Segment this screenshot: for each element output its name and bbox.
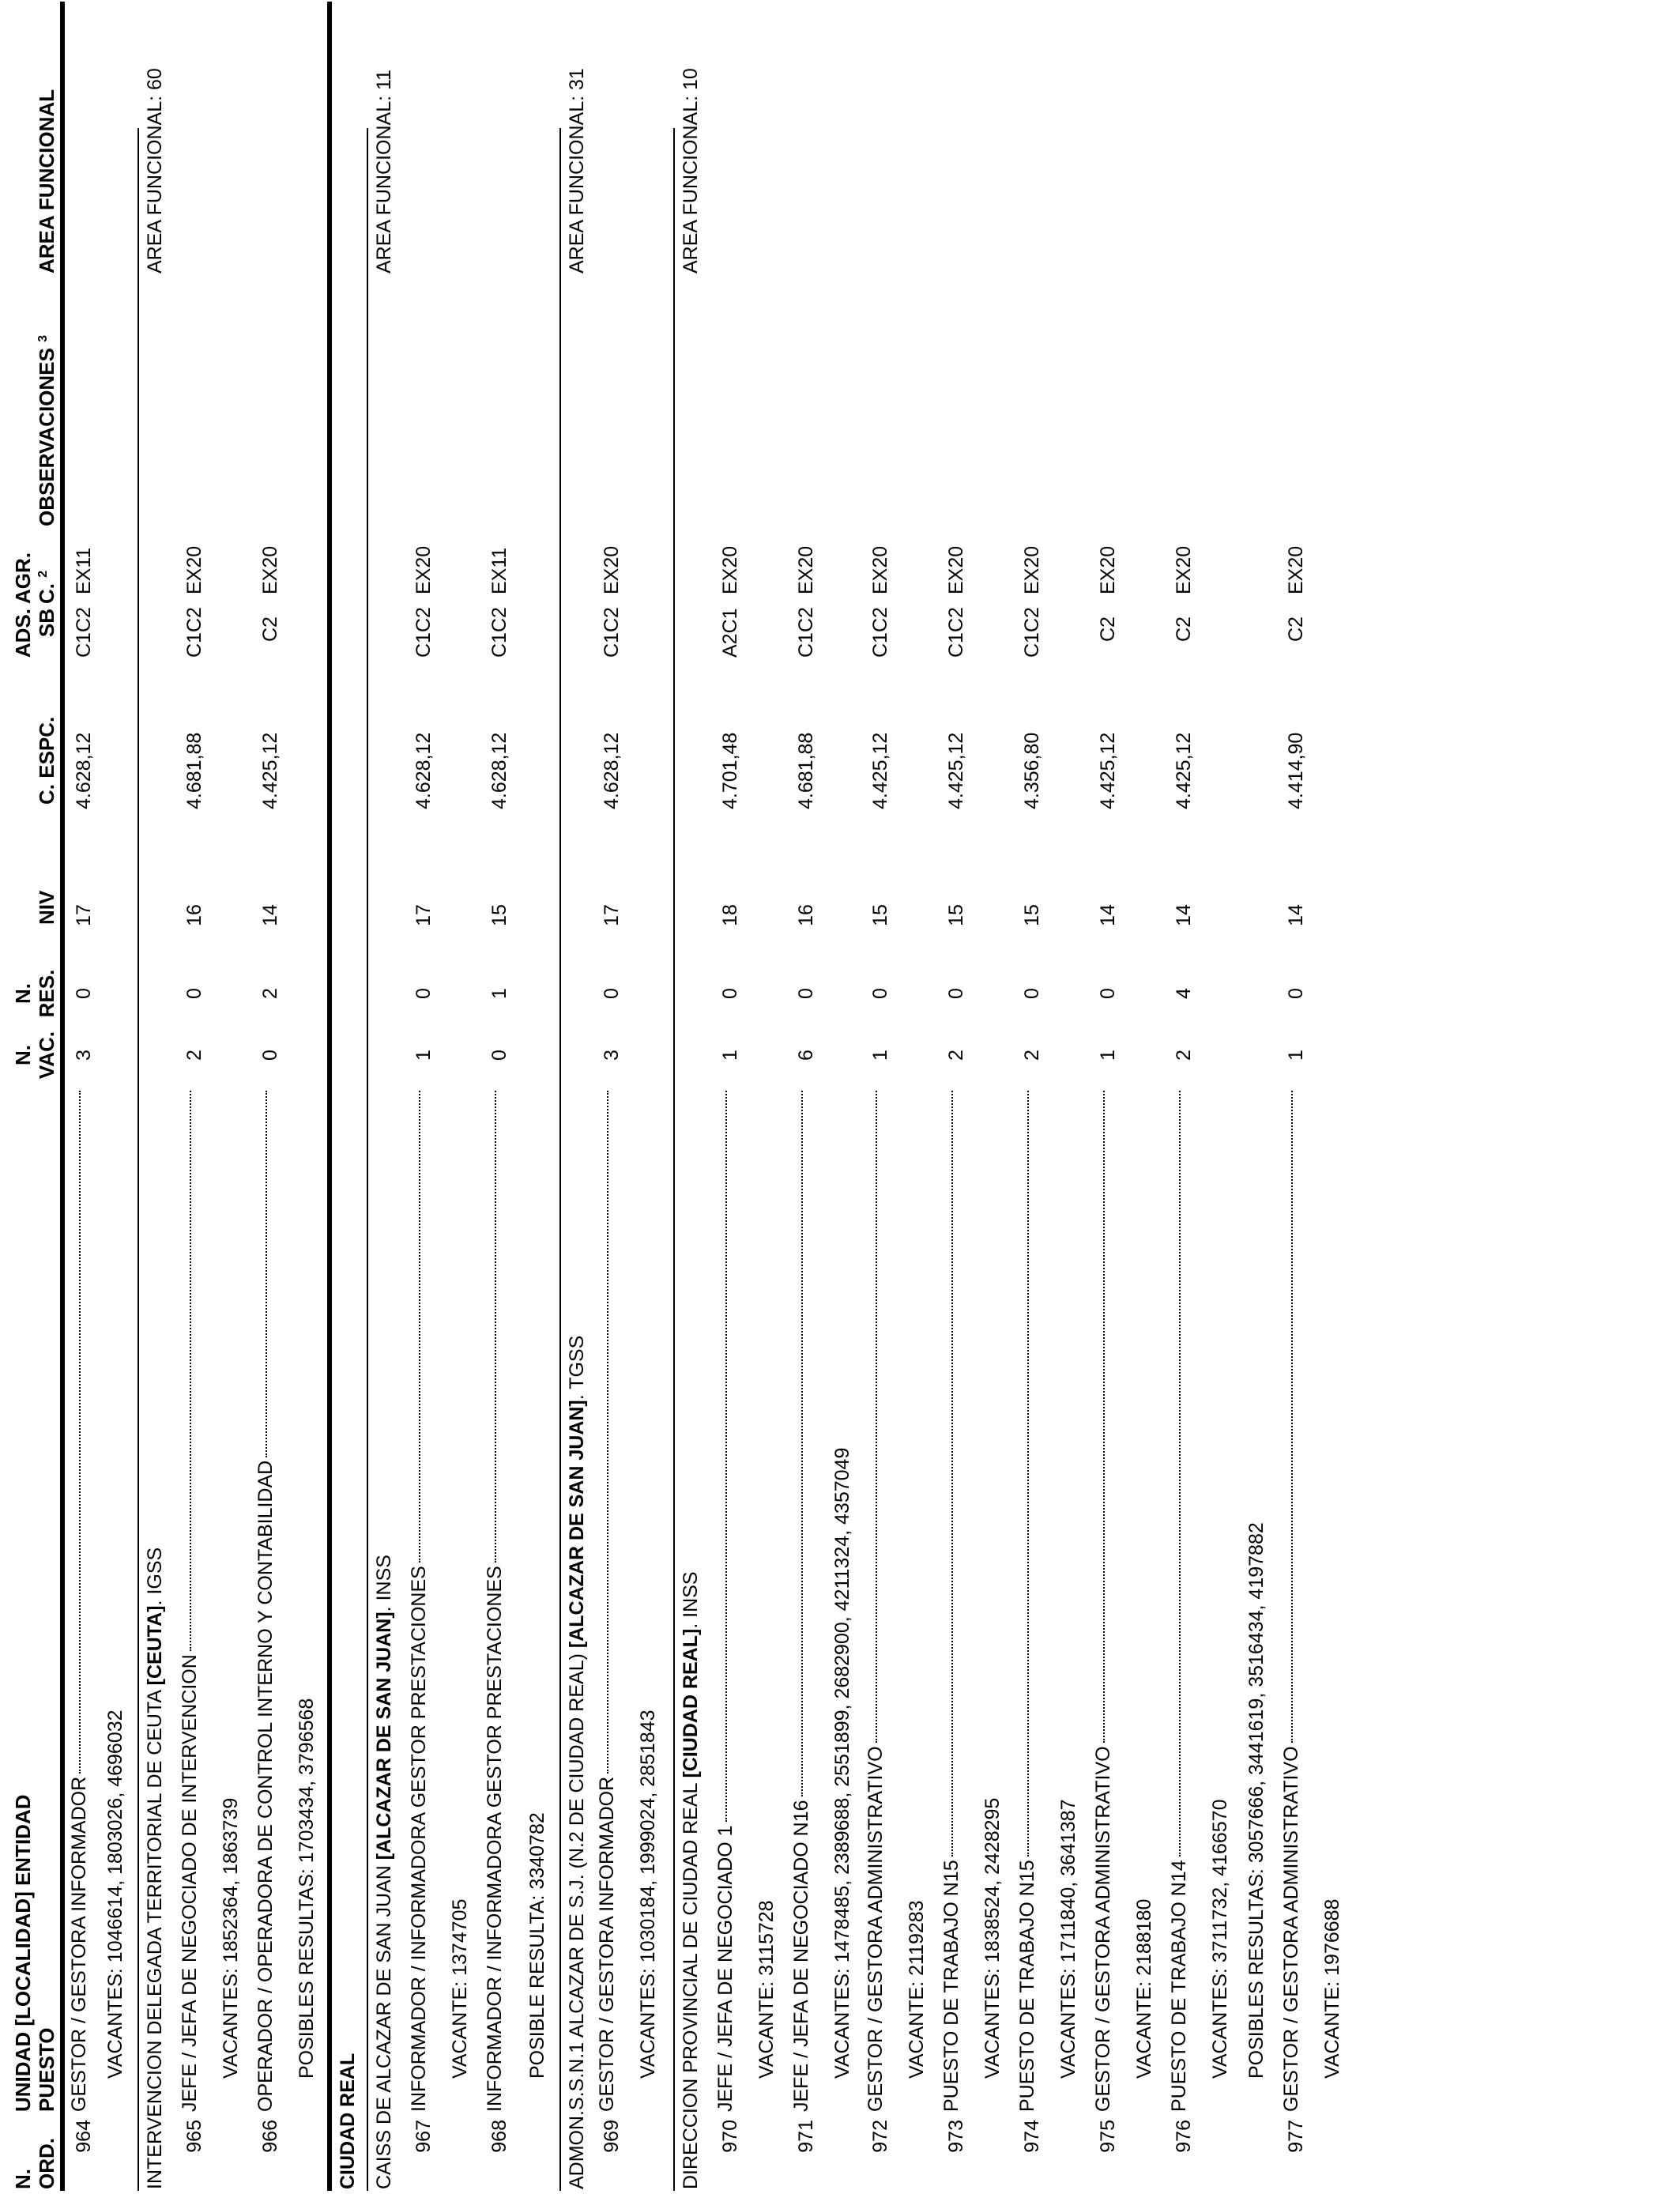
header-nvac: N. VAC. [11, 1031, 58, 1080]
table-row-967 [408, 0, 439, 2194]
ads-sb: C1C2 [601, 607, 623, 658]
area-funcional: AREA FUNCIONAL: 10 [680, 68, 702, 273]
agr-c: EX20 [259, 545, 281, 594]
table-row-970 [714, 0, 746, 2194]
resultas-text: POSIBLE RESULTA: 3340782 [526, 1812, 548, 2079]
ads-sb: C2 [1097, 616, 1119, 642]
table-row-965 [179, 0, 210, 2194]
n-res: 2 [259, 988, 281, 999]
puesto-text: PUESTO DE TRABAJO N14 [1168, 1860, 1190, 2112]
puesto-cell [864, 1088, 896, 2112]
puesto-text: INFORMADOR / INFORMADORA GESTOR PRESTACIONES [408, 1566, 430, 2112]
table-row-964 [68, 0, 100, 2194]
c-especifico: 4.681,88 [795, 732, 817, 809]
n-vac: 2 [1021, 1050, 1043, 1061]
c-especifico: 4.628,12 [412, 732, 435, 809]
nivel: 18 [719, 904, 741, 926]
vacantes-text: VACANTES: 1478485, 2389688, 2551899, 2682900, 4211324, 4357049 [831, 1447, 853, 2079]
n-res: 0 [412, 988, 435, 999]
ads-sb: C1C2 [183, 607, 205, 658]
n-vac: 1 [1285, 1050, 1307, 1061]
n-res: 0 [869, 988, 891, 999]
unit-direccion [675, 0, 706, 2194]
nivel: 14 [259, 904, 281, 926]
vacantes-line [751, 0, 782, 2194]
order-number: 967 [412, 2120, 435, 2153]
nivel: 14 [1097, 904, 1119, 926]
agr-c: EX20 [183, 545, 205, 594]
vacantes-line [977, 0, 1008, 2194]
header-observaciones: OBSERVACIONES $^3$ [35, 334, 58, 526]
nivel: 17 [412, 904, 435, 926]
n-vac: 2 [1173, 1050, 1195, 1061]
agr-c: EX20 [719, 545, 741, 594]
unit-ceuta [139, 0, 171, 2194]
vacantes-line [901, 0, 932, 2194]
agr-c: EX20 [1021, 545, 1043, 594]
order-number: 971 [795, 2120, 817, 2153]
puesto-text: GESTOR / GESTORA ADMINISTRATIVO [1092, 1746, 1114, 2112]
ads-sb: C1C2 [945, 607, 967, 658]
area-funcional: AREA FUNCIONAL: 60 [144, 68, 166, 273]
c-especifico: 4.628,12 [73, 732, 95, 809]
puesto-text: PUESTO DE TRABAJO N15 [1016, 1860, 1038, 2112]
vacantes-text: VACANTES: 1046614, 1803026, 4696032 [104, 1710, 126, 2079]
header-area-funcional: AREA FUNCIONAL [35, 89, 58, 273]
order-number: 972 [869, 2120, 891, 2153]
c-especifico: 4.356,80 [1021, 732, 1043, 809]
ads-sb: C1C2 [1021, 607, 1043, 658]
puesto-cell [1280, 1088, 1312, 2112]
table-row-974 [1016, 0, 1048, 2194]
ads-sb: C2 [1285, 616, 1307, 642]
table-row-976 [1168, 0, 1200, 2194]
c-especifico: 4.628,12 [488, 732, 510, 809]
order-number: 970 [719, 2120, 741, 2153]
puesto-cell [408, 1088, 439, 2112]
province-heading [332, 0, 363, 2194]
c-especifico: 4.701,48 [719, 732, 741, 809]
vacantes-line [1317, 0, 1348, 2194]
vacantes-line [1204, 0, 1236, 2194]
puesto-cell [596, 1088, 627, 2112]
puesto-text: OPERADOR / OPERADORA DE CONTROL INTERNO Y CONTABILIDAD [254, 1460, 277, 2112]
n-res: 0 [73, 988, 95, 999]
ads-sb: C1C2 [73, 607, 95, 658]
table-row-977 [1280, 0, 1312, 2194]
order-number: 976 [1173, 2120, 1195, 2153]
nivel: 15 [1021, 904, 1043, 926]
vacantes-line [1053, 0, 1084, 2194]
agr-c: EX20 [1097, 545, 1119, 594]
vacantes-text: VACANTE: 3115728 [755, 1900, 778, 2079]
puesto-cell [1016, 1088, 1048, 2112]
order-number: 975 [1097, 2120, 1119, 2153]
vacantes-text: VACANTES: 1711840, 3641387 [1057, 1799, 1079, 2079]
c-especifico: 4.628,12 [601, 732, 623, 809]
agr-c: EX20 [601, 545, 623, 594]
puesto-cell [484, 1088, 515, 2112]
c-especifico: 4.414,90 [1285, 732, 1307, 809]
unit-name: ADMON.S.S.N.1 ALCAZAR DE S.J. (N.2 DE CIUDAD REAL) [ALCAZAR DE SAN JUAN]. TGSS [566, 1335, 588, 2189]
puesto-text: PUESTO DE TRABAJO N15 [940, 1860, 962, 2112]
nivel: 14 [1173, 904, 1195, 926]
nivel: 16 [795, 904, 817, 926]
agr-c: EX20 [1285, 545, 1307, 594]
puesto-text: GESTOR / GESTORA ADMINISTRATIVO [864, 1746, 887, 2112]
table-row-973 [940, 0, 972, 2194]
order-number: 977 [1285, 2120, 1307, 2153]
puesto-cell [714, 1088, 746, 2112]
nivel: 17 [73, 904, 95, 926]
header-unidad-puesto: UNIDAD [LOCALIDAD] ENTIDAD PUESTO [11, 1794, 58, 2112]
n-res: 0 [945, 988, 967, 999]
table-row-966 [254, 0, 286, 2194]
n-res: 0 [1097, 988, 1119, 999]
agr-c: EX11 [73, 547, 95, 594]
vacantes-text: VACANTE: 2188180 [1133, 1898, 1155, 2079]
n-res: 0 [183, 988, 205, 999]
ads-sb: C2 [1173, 616, 1195, 642]
vacantes-text: VACANTES: 3711732, 4166570 [1209, 1799, 1231, 2079]
vacantes-line [215, 0, 247, 2194]
order-number: 965 [183, 2120, 205, 2153]
puesto-text: JEFE / JEFA DE NEGOCIADO 1 [714, 1825, 736, 2112]
n-vac: 0 [488, 1050, 510, 1061]
unit-admon [561, 0, 593, 2194]
puesto-text: GESTOR / GESTORA INFORMADOR [68, 1776, 90, 2112]
vacantes-text: VACANTES: 1030184, 1999024, 2851843 [637, 1710, 659, 2079]
puesto-cell [1168, 1088, 1200, 2112]
nivel: 16 [183, 904, 205, 926]
area-funcional: AREA FUNCIONAL: 31 [566, 68, 588, 273]
c-especifico: 4.425,12 [869, 732, 891, 809]
puesto-text: INFORMADOR / INFORMADORA GESTOR PRESTACIONES [484, 1566, 506, 2112]
header-niv: NIV [35, 890, 58, 925]
n-vac: 3 [601, 1050, 623, 1061]
agr-c: EX20 [412, 545, 435, 594]
puesto-cell [254, 1088, 286, 2112]
table-row-971 [790, 0, 822, 2194]
vacantes-text: VACANTE: 2119283 [906, 1900, 928, 2079]
ads-sb: C2 [259, 616, 281, 642]
unit-caiss [368, 0, 400, 2194]
c-especifico: 4.425,12 [1173, 732, 1195, 809]
ads-sb: C1C2 [412, 607, 435, 658]
n-vac: 0 [259, 1050, 281, 1061]
n-res: 0 [601, 988, 623, 999]
order-number: 974 [1021, 2120, 1043, 2153]
agr-c: EX20 [1173, 545, 1195, 594]
n-vac: 1 [869, 1050, 891, 1061]
n-res: 4 [1173, 988, 1195, 999]
vacantes-text: VACANTE: 1976688 [1321, 1898, 1343, 2079]
resultas-text: POSIBLES RESULTAS: 1703434, 3796568 [296, 1698, 318, 2079]
vacantes-text: VACANTES: 1838524, 2428295 [981, 1797, 1004, 2079]
n-res: 0 [795, 988, 817, 999]
n-vac: 2 [945, 1050, 967, 1061]
c-especifico: 4.681,88 [183, 732, 205, 809]
unit-name: DIRECCION PROVINCIAL DE CIUDAD REAL [CIUDAD REAL]. INSS [680, 1571, 702, 2189]
puesto-text: JEFE / JEFA DE NEGOCIADO N16 [790, 1800, 812, 2112]
header-cespc: C. ESPC. [35, 716, 58, 805]
table-row-968 [484, 0, 515, 2194]
n-res: 0 [1021, 988, 1043, 999]
vacantes-text: VACANTE: 1374705 [449, 1898, 471, 2079]
ads-sb: C1C2 [488, 607, 510, 658]
resultas-line [291, 0, 322, 2194]
puesto-cell [179, 1088, 210, 2112]
n-vac: 3 [73, 1050, 95, 1061]
header-agrc: AGR. C. $^2$ [11, 552, 58, 604]
resultas-line [1241, 0, 1272, 2194]
agr-c: EX11 [488, 547, 510, 594]
table-row-975 [1092, 0, 1124, 2194]
vacantes-line [632, 0, 664, 2194]
table-row-969 [596, 0, 627, 2194]
n-res: 1 [488, 988, 510, 999]
n-res: 0 [1285, 988, 1307, 999]
province-name: CIUDAD REAL [337, 2053, 359, 2189]
puesto-cell [1092, 1088, 1124, 2112]
resultas-text: POSIBLES RESULTAS: 3057666, 3441619, 3516434, 4197882 [1245, 1522, 1268, 2079]
vacantes-line [100, 0, 131, 2194]
agr-c: EX20 [795, 545, 817, 594]
agr-c: EX20 [869, 545, 891, 594]
nivel: 15 [869, 904, 891, 926]
vacantes-text: VACANTES: 1852364, 1863739 [220, 1797, 242, 2079]
nivel: 17 [601, 904, 623, 926]
area-funcional: AREA FUNCIONAL: 11 [373, 70, 395, 273]
header-nord: N. ORD. [11, 2138, 58, 2189]
puesto-text: GESTOR / GESTORA INFORMADOR [596, 1776, 618, 2112]
puesto-cell [68, 1088, 100, 2112]
header-adssb: ADS. SB [11, 609, 58, 658]
order-number: 964 [73, 2120, 95, 2153]
ads-sb: C1C2 [795, 607, 817, 658]
order-number: 973 [945, 2120, 967, 2153]
order-number: 968 [488, 2120, 510, 2153]
ads-sb: A2C1 [719, 608, 741, 658]
vacantes-line [1128, 0, 1160, 2194]
puesto-text: JEFE / JEFA DE NEGOCIADO DE INTERVENCION [179, 1654, 201, 2112]
puesto-cell [790, 1088, 822, 2112]
c-especifico: 4.425,12 [1097, 732, 1119, 809]
puesto-cell [940, 1088, 972, 2112]
nivel: 14 [1285, 904, 1307, 926]
order-number: 966 [259, 2120, 281, 2153]
ads-sb: C1C2 [869, 607, 891, 658]
n-vac: 6 [795, 1050, 817, 1061]
c-especifico: 4.425,12 [945, 732, 967, 809]
c-especifico: 4.425,12 [259, 732, 281, 809]
header-rule [60, 2, 65, 2191]
unit-name: CAISS DE ALCAZAR DE SAN JUAN [ALCAZAR DE SAN JUAN]. INSS [373, 1555, 395, 2189]
vacantes-line [444, 0, 476, 2194]
nivel: 15 [945, 904, 967, 926]
unit-name: INTERVENCION DELEGADA TERRITORIAL DE CEUTA [CEUTA]. IGSS [144, 1547, 166, 2189]
resultas-line [522, 0, 553, 2194]
n-vac: 1 [719, 1050, 741, 1061]
table-row-972 [864, 0, 896, 2194]
vacantes-line [827, 0, 858, 2194]
n-res: 0 [719, 988, 741, 999]
agr-c: EX20 [945, 545, 967, 594]
header-nres: N. RES. [11, 969, 58, 1018]
nivel: 15 [488, 904, 510, 926]
puesto-text: GESTOR / GESTORA ADMINISTRATIVO [1280, 1746, 1302, 2112]
n-vac: 2 [183, 1050, 205, 1061]
n-vac: 1 [1097, 1050, 1119, 1061]
n-vac: 1 [412, 1050, 435, 1061]
order-number: 969 [601, 2120, 623, 2153]
